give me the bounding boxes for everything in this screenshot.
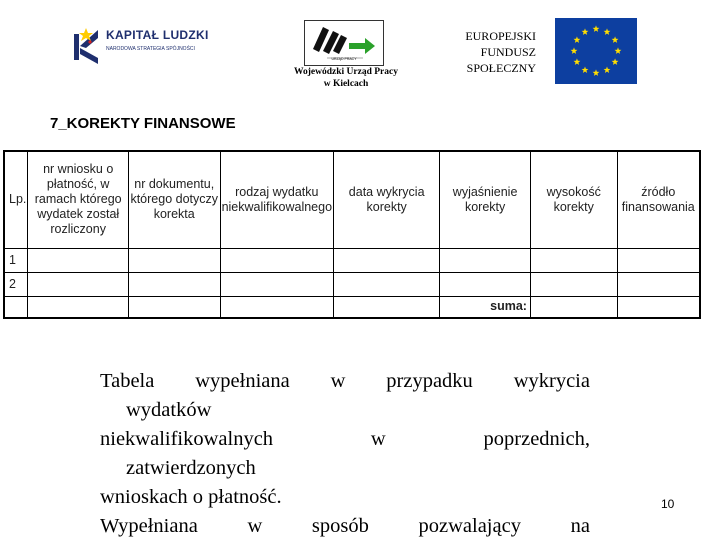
word: w <box>370 428 386 450</box>
column-header-line: nr dokumentu, <box>134 177 215 192</box>
table-cell <box>28 272 128 296</box>
column-header-line: finansowania <box>621 199 695 214</box>
table-cell <box>128 272 220 296</box>
column-header <box>220 151 333 248</box>
wup-caption-line2: w Kielcach <box>323 79 369 89</box>
column-header <box>440 151 531 248</box>
row-number: 2 <box>4 272 28 296</box>
eu-star-icon <box>593 69 600 76</box>
column-header <box>128 151 220 248</box>
table-cell <box>128 296 220 318</box>
wup-box-text: URZĄD PRACY <box>331 57 357 61</box>
body-line-6 <box>100 514 590 538</box>
sum-row <box>4 296 700 318</box>
table-cell <box>334 248 440 272</box>
efs-line1: EUROPEJSKI <box>465 29 536 43</box>
wup-caption <box>290 66 402 90</box>
kapital-ludzki-title: KAPITAŁ LUDZKI <box>106 28 209 42</box>
wup-caption-line1: Wojewódzki Urząd Pracy <box>294 67 398 77</box>
column-header <box>28 151 128 248</box>
column-header-line: Lp. <box>9 192 27 207</box>
eu-star-icon <box>571 47 578 54</box>
body-line-5: wnioskach o płatność. <box>100 486 282 508</box>
column-header-line: nr wniosku o <box>43 162 114 177</box>
efs-label <box>440 28 536 76</box>
eu-star-icon <box>574 36 581 43</box>
table-cell <box>440 248 531 272</box>
table-cell <box>220 296 333 318</box>
word: sposób <box>311 515 369 537</box>
column-header-line: wyjaśnienie <box>452 184 518 199</box>
column-header <box>4 151 28 248</box>
body-line-1 <box>100 369 590 393</box>
eu-star-icon <box>593 25 600 32</box>
table-cell <box>128 248 220 272</box>
word: na <box>570 515 590 537</box>
table-cell <box>28 248 128 272</box>
efs-line3: SPOŁECZNY <box>466 61 536 75</box>
table-cell <box>440 272 531 296</box>
column-header-line: płatność, w <box>46 177 110 192</box>
table-row <box>4 248 700 272</box>
column-header-line: wydatek został <box>37 207 120 222</box>
word: w <box>247 515 263 537</box>
corrections-table <box>3 150 701 319</box>
column-header-line: źródło <box>641 184 676 199</box>
kapital-ludzki-subtitle: NARODOWA STRATEGIA SPÓJNOŚCI <box>106 46 195 52</box>
column-header-line: korekty <box>366 199 407 214</box>
table-cell <box>617 248 700 272</box>
word: przypadku <box>386 370 473 392</box>
eu-star-icon <box>615 47 622 54</box>
eu-star-icon <box>582 66 589 73</box>
section-title: 7_KOREKTY FINANSOWE <box>50 115 236 132</box>
row-number: 1 <box>4 248 28 272</box>
column-header-line: korekty <box>464 199 506 214</box>
table-cell <box>220 272 333 296</box>
word: poprzednich, <box>483 428 590 450</box>
table-cell <box>530 272 617 296</box>
column-header-line: ramach którego <box>34 192 122 207</box>
body-line-3 <box>100 427 590 451</box>
column-header <box>617 151 700 248</box>
table-header-row <box>4 151 700 248</box>
word: wypełniana <box>195 370 290 392</box>
column-header-line: korekta <box>153 207 195 222</box>
eu-star-icon <box>604 66 611 73</box>
eu-star-icon <box>582 28 589 35</box>
page-number: 10 <box>661 497 675 511</box>
table-cell <box>530 248 617 272</box>
table-cell <box>334 272 440 296</box>
table-cell <box>220 248 333 272</box>
body-line-4: zatwierdzonych <box>126 457 256 479</box>
wup-logo <box>304 20 384 66</box>
table-cell <box>28 296 128 318</box>
sum-value-cell <box>530 296 617 318</box>
eu-stars-icon <box>555 18 637 84</box>
kapital-ludzki-logo <box>72 22 209 66</box>
efs-line2: FUNDUSZ <box>480 45 536 59</box>
table-cell <box>617 296 700 318</box>
column-header <box>334 151 440 248</box>
table-cell <box>334 296 440 318</box>
column-header-line: którego dotyczy <box>130 192 218 207</box>
word: w <box>330 370 346 392</box>
word: Wypełniana <box>100 515 198 537</box>
eu-star-icon <box>604 28 611 35</box>
table-cell <box>617 272 700 296</box>
eu-star-icon <box>612 58 619 65</box>
eu-flag <box>555 18 637 84</box>
word: niekwalifikowalnych <box>100 428 274 450</box>
column-header-line: niekwalifikowalnego <box>221 199 333 214</box>
column-header-line: korekty <box>553 199 594 214</box>
word: Tabela <box>100 370 155 392</box>
table-row <box>4 272 700 296</box>
column-header-line: rodzaj wydatku <box>235 184 319 199</box>
column-header-line: rozliczony <box>50 222 106 237</box>
word: pozwalający <box>418 515 521 537</box>
body-line-2: wydatków <box>126 399 212 421</box>
sum-label: suma: <box>440 296 531 318</box>
eu-star-icon <box>574 58 581 65</box>
eu-star-icon <box>612 36 619 43</box>
table-cell <box>4 296 28 318</box>
column-header <box>530 151 617 248</box>
kapital-ludzki-emblem-icon <box>72 24 100 64</box>
word: wykrycia <box>513 370 590 392</box>
column-header-line: wysokość <box>546 184 601 199</box>
column-header-line: data wykrycia <box>348 184 425 199</box>
